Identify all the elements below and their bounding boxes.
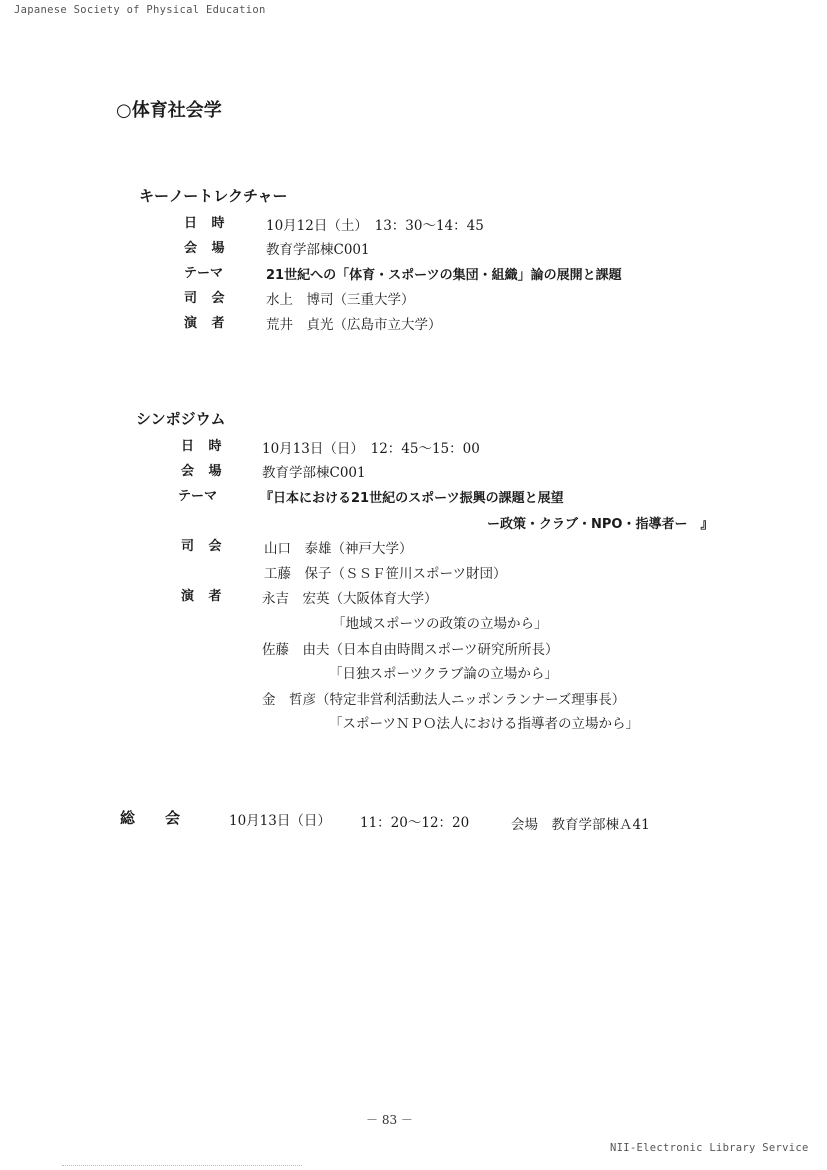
symposium-datetime-value: 10月13日（日） 12：45〜15：00 bbox=[262, 441, 480, 457]
symposium-moderator-1: 山口 泰雄（神戸大学） bbox=[264, 541, 413, 557]
symposium-speaker-label: 演 者 bbox=[181, 589, 227, 604]
symposium-datetime-label: 日 時 bbox=[181, 439, 227, 454]
speaker-3-topic: 「スポーツＮＰＯ法人における指導者の立場から」 bbox=[329, 716, 639, 732]
symposium-theme-label: テーマ bbox=[178, 489, 218, 504]
society-header: Japanese Society of Physical Education bbox=[14, 4, 266, 16]
general-meeting-time: 11：20〜12：20 bbox=[360, 815, 470, 831]
symposium-venue-label: 会 場 bbox=[181, 464, 227, 479]
general-meeting-venue: 会場 教育学部棟Ａ41 bbox=[511, 817, 650, 833]
keynote-theme-value: 21世紀への「体育・スポーツの集団・組織」論の展開と課題 bbox=[266, 268, 622, 283]
keynote-speaker-label: 演 者 bbox=[184, 316, 230, 331]
footer-divider bbox=[62, 1165, 302, 1166]
symposium-title: シンポジウム bbox=[136, 410, 226, 428]
keynote-datetime-value: 10月12日（土） 13：30〜14：45 bbox=[266, 218, 484, 234]
page-number: － 83 － bbox=[366, 1113, 413, 1127]
speaker-1-name: 永吉 宏英（大阪体育大学） bbox=[262, 591, 438, 607]
symposium-venue-value: 教育学部棟C001 bbox=[262, 465, 366, 481]
general-meeting-label: 総 会 bbox=[120, 809, 181, 827]
keynote-moderator-label: 司 会 bbox=[184, 291, 230, 306]
speaker-1-topic: 「地域スポーツの政策の立場から」 bbox=[332, 616, 548, 632]
speaker-2-topic: 「日独スポーツクラブ論の立場から」 bbox=[329, 666, 558, 682]
keynote-title: キーノートレクチャー bbox=[139, 187, 288, 205]
speaker-3-name: 金 哲彦（特定非営利活動法人ニッポンランナーズ理事長） bbox=[262, 692, 626, 708]
keynote-speaker-value: 荒井 貞光（広島市立大学） bbox=[266, 317, 442, 333]
keynote-datetime-label: 日 時 bbox=[184, 216, 230, 231]
section-title: ○体育社会学 bbox=[116, 100, 222, 121]
keynote-moderator-value: 水上 博司（三重大学） bbox=[266, 292, 415, 308]
symposium-theme-line1: 『日本における21世紀のスポーツ振興の課題と展望 bbox=[260, 491, 564, 506]
keynote-venue-label: 会 場 bbox=[184, 241, 230, 256]
symposium-theme-line2: ー政策・クラブ・NPO・指導者ー 』 bbox=[487, 517, 714, 532]
keynote-theme-label: テーマ bbox=[184, 266, 224, 281]
library-service-footer: NII-Electronic Library Service bbox=[610, 1142, 809, 1154]
keynote-venue-value: 教育学部棟C001 bbox=[266, 242, 370, 258]
symposium-moderator-2: 工藤 保子（ＳＳＦ笹川スポーツ財団） bbox=[264, 566, 507, 582]
general-meeting-date: 10月13日（日） bbox=[229, 813, 331, 829]
symposium-moderator-label: 司 会 bbox=[181, 539, 227, 554]
speaker-2-name: 佐藤 由夫（日本自由時間スポーツ研究所所長） bbox=[262, 642, 559, 658]
